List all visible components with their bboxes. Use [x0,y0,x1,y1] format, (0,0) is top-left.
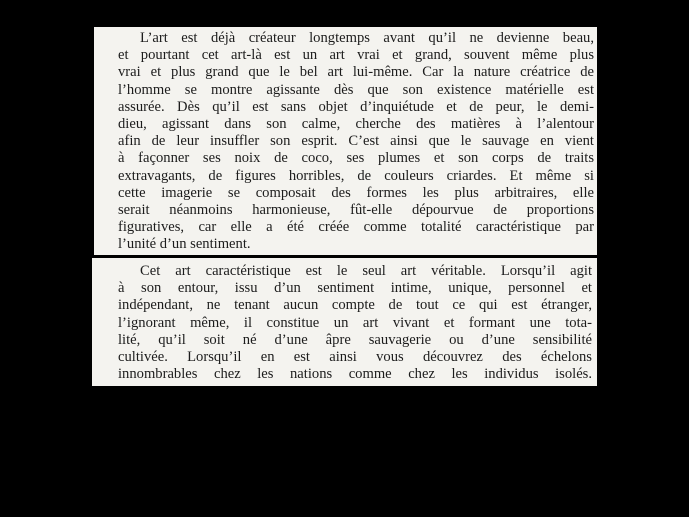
paragraph-2-line: à son entour, issu d’un sentiment intime, unique, personnel et [118,280,592,297]
paragraph-1-line: afin de leur insuffler son esprit. C’est ainsi que le sauvage en vient [118,133,594,150]
paragraph-1-line: cette imagerie se composait des formes les plus arbitraires, elle [118,184,594,201]
paragraph-2-line: lité, qu’il soit né d’une âpre sauvagerie ou d’une sensibilité [118,331,592,348]
paragraph-2-line: cultivée. Lorsqu’il en est ainsi vous découvrez des échelons [118,348,592,365]
paragraph-2 [118,263,592,383]
paragraph-2-line: Cet art caractéristique est le seul art véritable. Lorsqu’il agit [140,263,592,279]
paragraph-2-line: l’ignorant même, il constitue un art vivant et formant une tota- [118,314,592,331]
text-fragment-top [94,27,597,255]
paragraph-1-line: figuratives, car elle a été créée comme totalité caractéristique par [118,219,594,236]
paragraph-1-line: l’unité d’un sentiment. [118,236,251,253]
paragraph-1-line: L’art est déjà créateur longtemps avant qu’il ne devienne beau, [140,30,594,46]
paragraph-1-line: assurée. Dès qu’il est sans objet d’inquiétude et de peur, le demi- [118,98,594,115]
paragraph-1-line: dieu, agissant dans son calme, cherche des matières à l’alentour [118,115,594,132]
paragraph-2-line: innombrables chez les nations comme chez les individus isolés. [118,366,592,383]
text-fragment-bottom [92,258,597,386]
paragraph-1-line: et pourtant cet art-là est un art vrai et grand, souvent même plus [118,47,594,64]
paragraph-1-line: serait néanmoins harmonieuse, fût-elle dépourvue de proportions [118,201,594,218]
paragraph-1-line: à façonner ses noix de coco, ses plumes et son corps de traits [118,150,594,167]
paragraph-1-line: vrai et plus grand que le bel art lui-même. Car la nature créatrice de [118,64,594,81]
paragraph-2-line: indépendant, ne tenant aucun compte de tout ce qui est étranger, [118,297,592,314]
paragraph-1-line: extravagants, de figures horribles, de couleurs criardes. Et même si [118,167,594,184]
paragraph-1-line: l’homme se montre agissante dès que son existence matérielle est [118,81,594,98]
paragraph-1 [118,30,594,253]
